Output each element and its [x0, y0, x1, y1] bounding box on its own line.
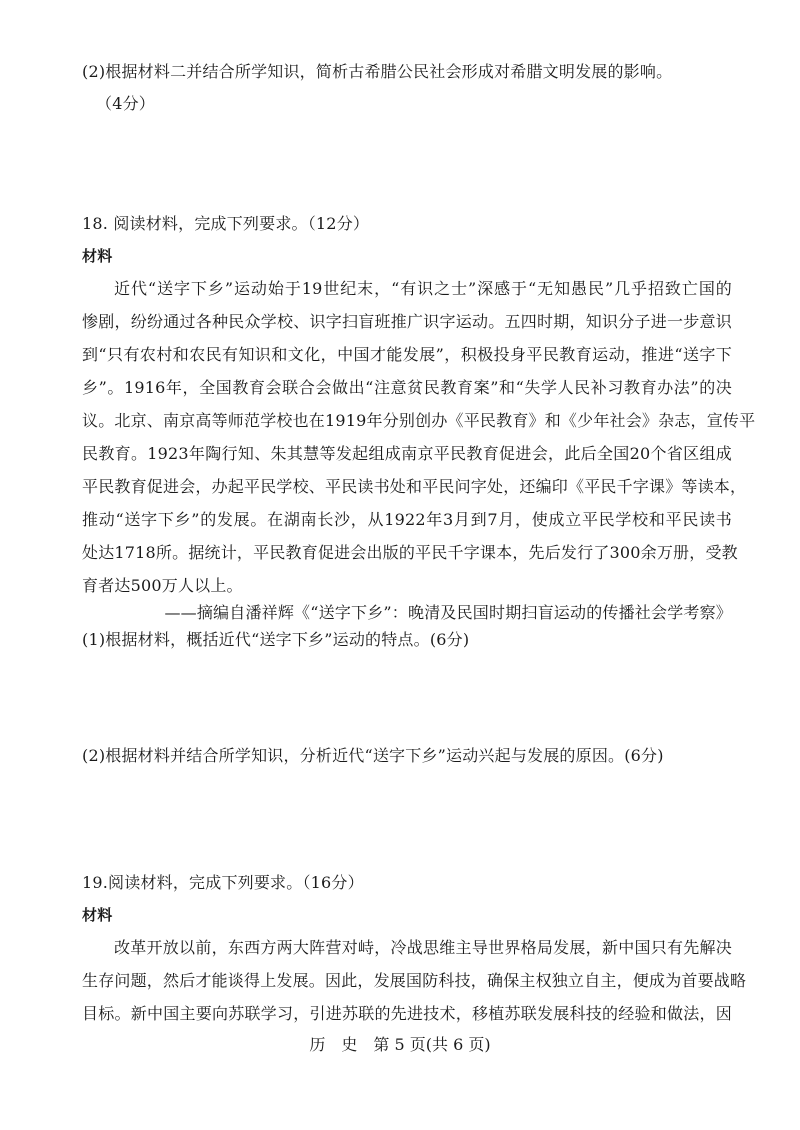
q17-part2-question: (2)根据材料二并结合所学知识，简析古希腊公民社会形成对希腊文明发展的影响。	[82, 62, 673, 81]
q18-material-label: 材料	[82, 247, 113, 265]
q18-source: ——摘编自潘祥辉《“送字下乡”：晚清及民国时期扫盲运动的传播社会学考察》	[164, 603, 732, 622]
q18-material-line: 处达1718所。据统计，平民教育促进会出版的平民千字课本，先后发行了300余万册，受教	[82, 543, 738, 562]
q18-material-line: 议。北京、南京高等师范学校也在1919年分别创办《平民教育》和《少年社会》杂志，宣传平	[82, 411, 756, 430]
q19-material-label: 材料	[82, 906, 113, 924]
q17-part2-score: （4分）	[96, 94, 155, 113]
q19-material-line: 目标。新中国主要向苏联学习，引进苏联的先进技术，移植苏联发展科技的经验和做法，因	[82, 1004, 732, 1023]
q18-material-line: 平民教育促进会，办起平民学校、平民读书处和平民问字处，还编印《平民千字课》等读本，	[82, 477, 747, 496]
q19-material-line: 改革开放以前，东西方两大阵营对峙，冷战思维主导世界格局发展，新中国只有先解决	[114, 938, 732, 957]
q19-material-line: 生存问题，然后才能谈得上发展。因此，发展国防科技，确保主权独立自主，便成为首要战略	[82, 971, 747, 990]
q18-material-line: 育者达500万人以上。	[82, 576, 243, 595]
q18-material-line: 到“只有农村和农民有知识和文化，中国才能发展”，积极投身平民教育运动，推进“送字下	[82, 345, 732, 364]
q18-material-line: 近代“送字下乡”运动始于19世纪末，“有识之士”深感于“无知愚民”几乎招致亡国的	[114, 279, 732, 298]
q18-material-line: 乡”。1916年，全国教育会联合会做出“注意贫民教育案”和“失学人民补习教育办法”的决	[82, 378, 732, 397]
q18-material-line: 民教育。1923年陶行知、朱其慧等发起组成南京平民教育促进会，此后全国20个省区组成	[82, 444, 732, 463]
q19-title: 19.阅读材料，完成下列要求。（16分）	[82, 873, 364, 892]
q18-title: 18. 阅读材料，完成下列要求。（12分）	[82, 214, 370, 233]
q18-part2-question: (2)根据材料并结合所学知识，分析近代“送字下乡”运动兴起与发展的原因。(6分)	[82, 746, 664, 765]
q18-material-line: 推动“送字下乡”的发展。在湖南长沙，从1922年3月到7月，使成立平民学校和平民读书	[82, 510, 732, 529]
q18-part1-question: (1)根据材料，概括近代“送字下乡”运动的特点。(6分)	[82, 630, 470, 649]
q18-material-line: 惨剧，纷纷通过各种民众学校、识字扫盲班推广识字运动。五四时期，知识分子进一步意识	[82, 312, 732, 331]
page-footer: 历 史 第 5 页(共 6 页)	[309, 1035, 491, 1054]
